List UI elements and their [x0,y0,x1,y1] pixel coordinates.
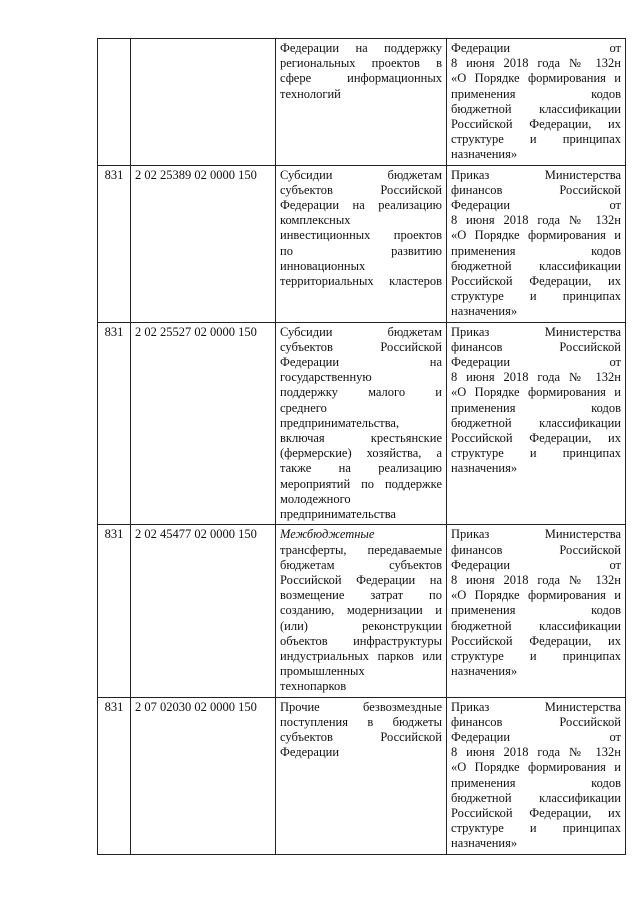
revenue-name-line: технопарков [280,679,347,694]
legal-basis-line: «О Порядке формирования и [451,228,621,243]
revenue-name-line: сфере информационных [280,71,442,86]
legal-basis-line: «О Порядке формирования и [451,71,621,86]
legal-basis-line: бюджетной классификации [451,618,621,633]
legal-basis-line: Приказ Министерства [451,167,621,182]
revenue-name-line: Федерации [280,745,340,760]
legal-basis-cell [447,165,626,322]
legal-basis-line: применения кодов [451,775,621,790]
legal-basis-line: применения кодов [451,243,621,258]
revenue-name-line: инновационных [280,258,366,273]
budget-classification-code-cell: 2 02 45477 02 0000 150 [131,525,276,697]
legal-basis-line: применения кодов [451,400,621,415]
legal-basis-line: применения кодов [451,86,621,101]
revenue-name-line: технологий [280,86,341,101]
legal-basis-line: назначения» [451,304,518,319]
admin-code-cell: 831 [98,697,131,854]
table-row [98,39,626,166]
admin-code-cell: 831 [98,322,131,525]
revenue-name-line: поступления в бюджеты [280,714,442,729]
legal-basis-line: «О Порядке формирования и [451,760,621,775]
revenue-name-line: субъектов Российской [280,339,442,354]
legal-basis-line: назначения» [451,461,518,476]
revenue-name-line: поддержку малого и [280,385,442,400]
revenue-name-line: объектов инфраструктуры [280,633,442,648]
legal-basis-line: Федерации от [451,355,621,370]
revenue-name-line: Федерации на реализацию [280,198,442,213]
legal-basis-line: 8 июня 2018 года № 132н [451,745,621,760]
admin-code-cell: 831 [98,525,131,697]
budget-classification-code-cell [131,39,276,166]
legal-basis-line: 8 июня 2018 года № 132н [451,572,621,587]
legal-basis-line: Федерации от [451,198,621,213]
legal-basis-line: структуре и принципах [451,132,621,147]
legal-basis-line: бюджетной классификации [451,101,621,116]
budget-classification-code-cell: 2 07 02030 02 0000 150 [131,697,276,854]
revenue-name-cell [276,525,447,697]
admin-code-cell: 831 [98,165,131,322]
legal-basis-line: «О Порядке формирования и [451,588,621,603]
legal-basis-line: структуре и принципах [451,289,621,304]
legal-basis-cell [447,525,626,697]
table-row [98,165,626,322]
legal-basis-line: бюджетной классификации [451,258,621,273]
revenue-name-line: региональных проектов в [280,56,442,71]
revenue-name-line: Субсидии бюджетам [280,324,442,339]
revenue-name-line: государственную [280,370,372,385]
legal-basis-cell [447,39,626,166]
legal-basis-line: Российской Федерации, их [451,274,621,289]
revenue-name-line: Российской Федерации на [280,572,442,587]
revenue-name-line: по развитию [280,243,442,258]
revenue-name-line: промышленных [280,664,365,679]
legal-basis-line: структуре и принципах [451,821,621,836]
revenue-name-line: (или) реконструкции [280,618,442,633]
revenue-name-line: возмещение затрат по [280,588,442,603]
legal-basis-line: Федерации от [451,557,621,572]
revenue-name-line: мероприятий по поддержке [280,476,442,491]
revenue-name-line: комплексных [280,213,351,228]
table-body [98,39,626,855]
admin-code-cell [98,39,131,166]
legal-basis-line: Федерации от [451,729,621,744]
legal-basis-line: финансов Российской [451,182,621,197]
legal-basis-line: Российской Федерации, их [451,805,621,820]
revenue-name-line: среднего [280,400,327,415]
legal-basis-line: назначения» [451,147,518,162]
legal-basis-line: Российской Федерации, их [451,117,621,132]
legal-basis-line: Российской Федерации, их [451,633,621,648]
legal-basis-line: 8 июня 2018 года № 132н [451,56,621,71]
revenue-name-line: бюджетам субъектов [280,557,442,572]
revenue-name-line: индустриальных парков или [280,648,442,663]
legal-basis-line: 8 июня 2018 года № 132н [451,213,621,228]
revenue-name-cell [276,322,447,525]
legal-basis-line: Федерации от [451,41,621,55]
revenue-name-line: субъектов Российской [280,729,442,744]
budget-classification-code-cell: 2 02 25527 02 0000 150 [131,322,276,525]
revenue-name-line: инвестиционных проектов [280,228,442,243]
legal-basis-line: «О Порядке формирования и [451,385,621,400]
revenue-codes-table [97,38,626,855]
revenue-name-line: также на реализацию [280,461,442,476]
legal-basis-line: финансов Российской [451,339,621,354]
revenue-name-line: созданию, модернизации и [280,603,442,618]
legal-basis-line: Приказ Министерства [451,699,621,714]
revenue-name-line: предпринимательства [280,507,396,522]
budget-classification-code-cell: 2 02 25389 02 0000 150 [131,165,276,322]
table-row [98,322,626,525]
legal-basis-line: назначения» [451,664,518,679]
legal-basis-line: структуре и принципах [451,648,621,663]
revenue-name-line: молодежного [280,491,351,506]
legal-basis-cell [447,697,626,854]
table-row [98,697,626,854]
legal-basis-line: применения кодов [451,603,621,618]
legal-basis-line: бюджетной классификации [451,415,621,430]
legal-basis-line: Российской Федерации, их [451,431,621,446]
revenue-name-line: включая крестьянские [280,431,442,446]
legal-basis-line: бюджетной классификации [451,790,621,805]
revenue-name-cell [276,165,447,322]
revenue-name-line: Федерации на поддержку [280,41,442,55]
legal-basis-line: Приказ Министерства [451,324,621,339]
legal-basis-line: 8 июня 2018 года № 132н [451,370,621,385]
revenue-name-cell [276,697,447,854]
revenue-name-line: Межбюджетные [280,527,375,542]
legal-basis-line: финансов Российской [451,542,621,557]
legal-basis-line: финансов Российской [451,714,621,729]
revenue-name-line: Субсидии бюджетам [280,167,442,182]
revenue-name-line: Прочие безвозмездные [280,699,442,714]
revenue-name-line: Федерации на [280,355,442,370]
legal-basis-line: структуре и принципах [451,446,621,461]
revenue-name-line: предпринимательства, [280,415,400,430]
legal-basis-line: назначения» [451,836,518,851]
revenue-name-line: территориальных кластеров [280,274,442,289]
revenue-name-line: трансферты, передаваемые [280,542,442,557]
legal-basis-line: Приказ Министерства [451,527,621,542]
table-row [98,525,626,697]
revenue-name-line: субъектов Российской [280,182,442,197]
revenue-name-cell [276,39,447,166]
revenue-name-line: (фермерские) хозяйства, а [280,446,442,461]
legal-basis-cell [447,322,626,525]
